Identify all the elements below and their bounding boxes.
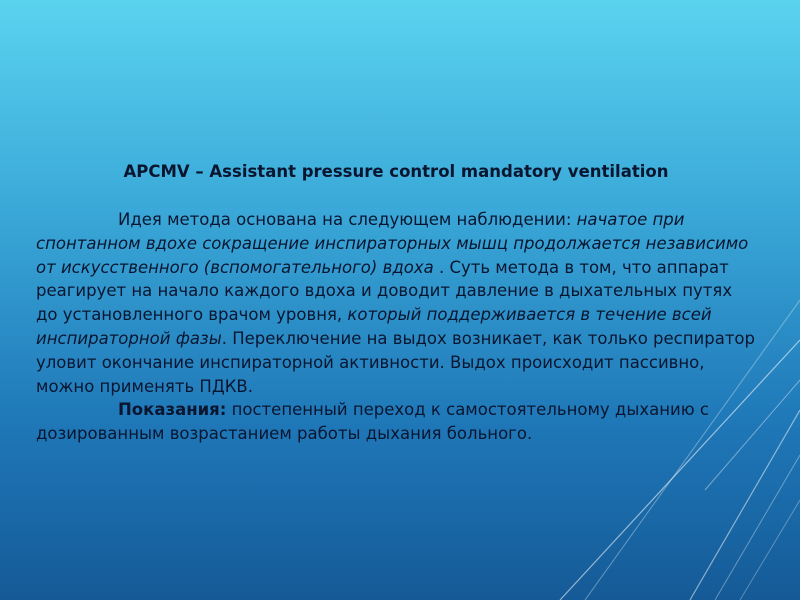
paragraph-1-text-2: . Суть метода в том, что аппарат реагирует на начало каждого вдоха и доводит давление в дыхательных путях до установленного врачом уровня,: [36, 257, 733, 325]
paragraph-1-text-3: . Переключение на выдох возникает, как только респиратор уловит окончание инспираторной активности. Выдох происходит пассивно, можно применять ПДКВ.: [36, 328, 756, 396]
indications-label: Показания:: [118, 400, 227, 420]
slide-body: [36, 208, 758, 446]
paragraph-1-emphasis-2: который поддерживается в течение всей инспираторной фазы: [36, 305, 712, 348]
paragraph-1-emphasis-1: начатое при спонтанном вдохе сокращение инспираторных мышц продолжается независимо от искусственного (вспомогательного) вдоха: [36, 210, 749, 277]
indications-text: постепенный переход к самостоятельному дыханию с дозированным возрастанием работы дыхания больного.: [36, 400, 709, 444]
slide-title: APCMV – Assistant pressure control mandatory ventilation: [123, 162, 669, 181]
paragraph-1-intro: Идея метода основана на следующем наблюдении:: [118, 210, 577, 229]
